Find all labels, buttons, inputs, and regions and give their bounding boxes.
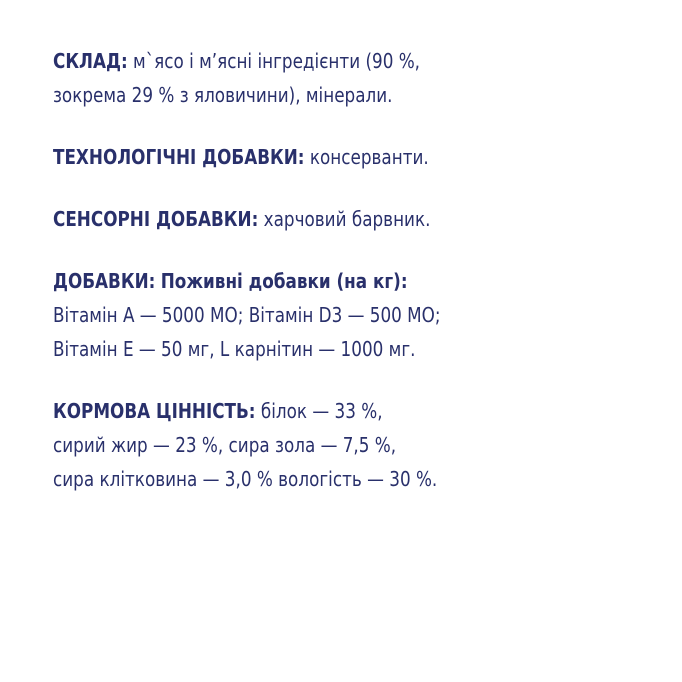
- sensory-additives-text: харчовий барвник.: [263, 207, 431, 231]
- nutrition-text-2: сирий жир — 23 %, сира зола — 7,5 %,: [53, 433, 397, 457]
- additives-label: ДОБАВКИ:: [53, 269, 156, 293]
- composition-text-2: зокрема 29 % з яловичини), мінерали.: [53, 83, 393, 107]
- nutrition-line-1: [53, 394, 565, 428]
- sensory-additives-section: [53, 202, 565, 236]
- technological-additives-label: ТЕХНОЛОГІЧНІ ДОБАВКИ:: [53, 145, 305, 169]
- sensory-additives-label: СЕНСОРНІ ДОБАВКИ:: [53, 207, 259, 231]
- nutrition-label: КОРМОВА ЦІННІСТЬ:: [53, 399, 256, 423]
- additives-vitamins-line-1: Вітамін А — 5000 МО; Вітамін D3 — 500 МО;: [53, 303, 441, 327]
- technological-additives-text: консерванти.: [309, 145, 429, 169]
- composition-line-1: [53, 44, 565, 78]
- composition-text-1: м`ясо і м’ясні інгредієнти (90 %,: [133, 49, 421, 73]
- label-document: [53, 44, 565, 524]
- technological-line-1: [53, 140, 565, 174]
- nutrition-section: [53, 394, 565, 496]
- additives-vitamins-line-2: Вітамін Е — 50 мг, L карнітин — 1000 мг.: [53, 337, 416, 361]
- sensory-line-1: [53, 202, 565, 236]
- additives-subtitle: Поживні добавки (на кг):: [160, 269, 408, 293]
- composition-label: СКЛАД:: [53, 49, 128, 73]
- technological-additives-section: [53, 140, 565, 174]
- composition-section: [53, 44, 565, 112]
- nutrition-text-1: білок — 33 %,: [260, 399, 383, 423]
- nutrition-text-3: сира клітковина — 3,0 % вологість — 30 %.: [53, 467, 438, 491]
- additives-section: [53, 264, 565, 366]
- additives-line-1: [53, 264, 565, 298]
